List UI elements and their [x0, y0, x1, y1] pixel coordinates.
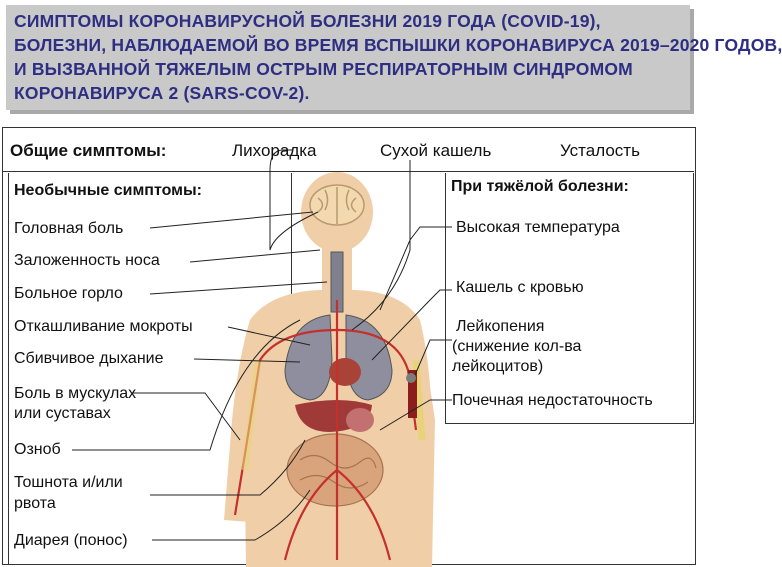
symptom-diarrhea: Диарея (понос) [14, 532, 128, 549]
symptom-sore-throat: Больное горло [14, 285, 123, 302]
symptom-fever: Лихорадка [232, 141, 317, 160]
title-line-1: СИМПТОМЫ КОРОНАВИРУСНОЙ БОЛЕЗНИ 2019 ГОДА (COVID-19), [14, 11, 601, 31]
symptom-muscle-pain-line1: Боль в мускулах [14, 385, 137, 402]
title-line-4: КОРОНАВИРУСА 2 (SARS-COV-2). [14, 83, 310, 103]
symptom-nausea-line1: Тошнота и/или [14, 474, 123, 491]
symptom-nausea-line2: рвота [14, 495, 56, 512]
symptom-nasal-congestion: Заложенность носа [14, 252, 160, 269]
title-line-2: БОЛЕЗНИ, НАБЛЮДАЕМОЙ ВО ВРЕМЯ ВСПЫШКИ КОРОНАВИРУСА 2019–2020 ГОДОВ, [14, 35, 782, 55]
symptom-sputum: Откашливание мокроты [14, 318, 193, 335]
symptom-leukopenia-line1: Лейкопения [456, 318, 545, 335]
symptom-muscle-pain-line2: или суставах [14, 405, 111, 422]
symptom-dry-cough: Сухой кашель [380, 141, 492, 160]
leukocyte-icon [406, 373, 416, 383]
stomach-icon [346, 408, 374, 432]
symptom-leukopenia-line3: лейкоцитов) [452, 358, 544, 375]
symptom-leukopenia-line2: (снижение кол-ва [452, 338, 582, 355]
symptom-kidney-failure: Почечная недостаточность [452, 392, 653, 409]
brain-icon [310, 185, 364, 225]
heart-icon [329, 358, 361, 386]
symptom-shortness-of-breath: Сбивчивое дыхание [14, 350, 164, 367]
severe-illness-title: При тяжёлой болезни: [451, 178, 629, 195]
symptom-chills: Озноб [14, 441, 61, 458]
symptom-coughing-blood: Кашель с кровью [456, 279, 584, 296]
symptom-headache: Головная боль [14, 220, 124, 237]
common-symptoms-title: Общие симптомы: [10, 141, 167, 160]
unusual-symptoms-title: Необычные симптомы: [14, 182, 202, 199]
intestines-icon [287, 434, 383, 506]
title-line-3: И ВЫЗВАННОЙ ТЯЖЕЛЫМ ОСТРЫМ РЕСПИРАТОРНЫМ СИНДРОМОМ [14, 59, 633, 79]
symptom-fatigue: Усталость [560, 141, 640, 160]
symptom-high-fever: Высокая температура [456, 219, 620, 236]
